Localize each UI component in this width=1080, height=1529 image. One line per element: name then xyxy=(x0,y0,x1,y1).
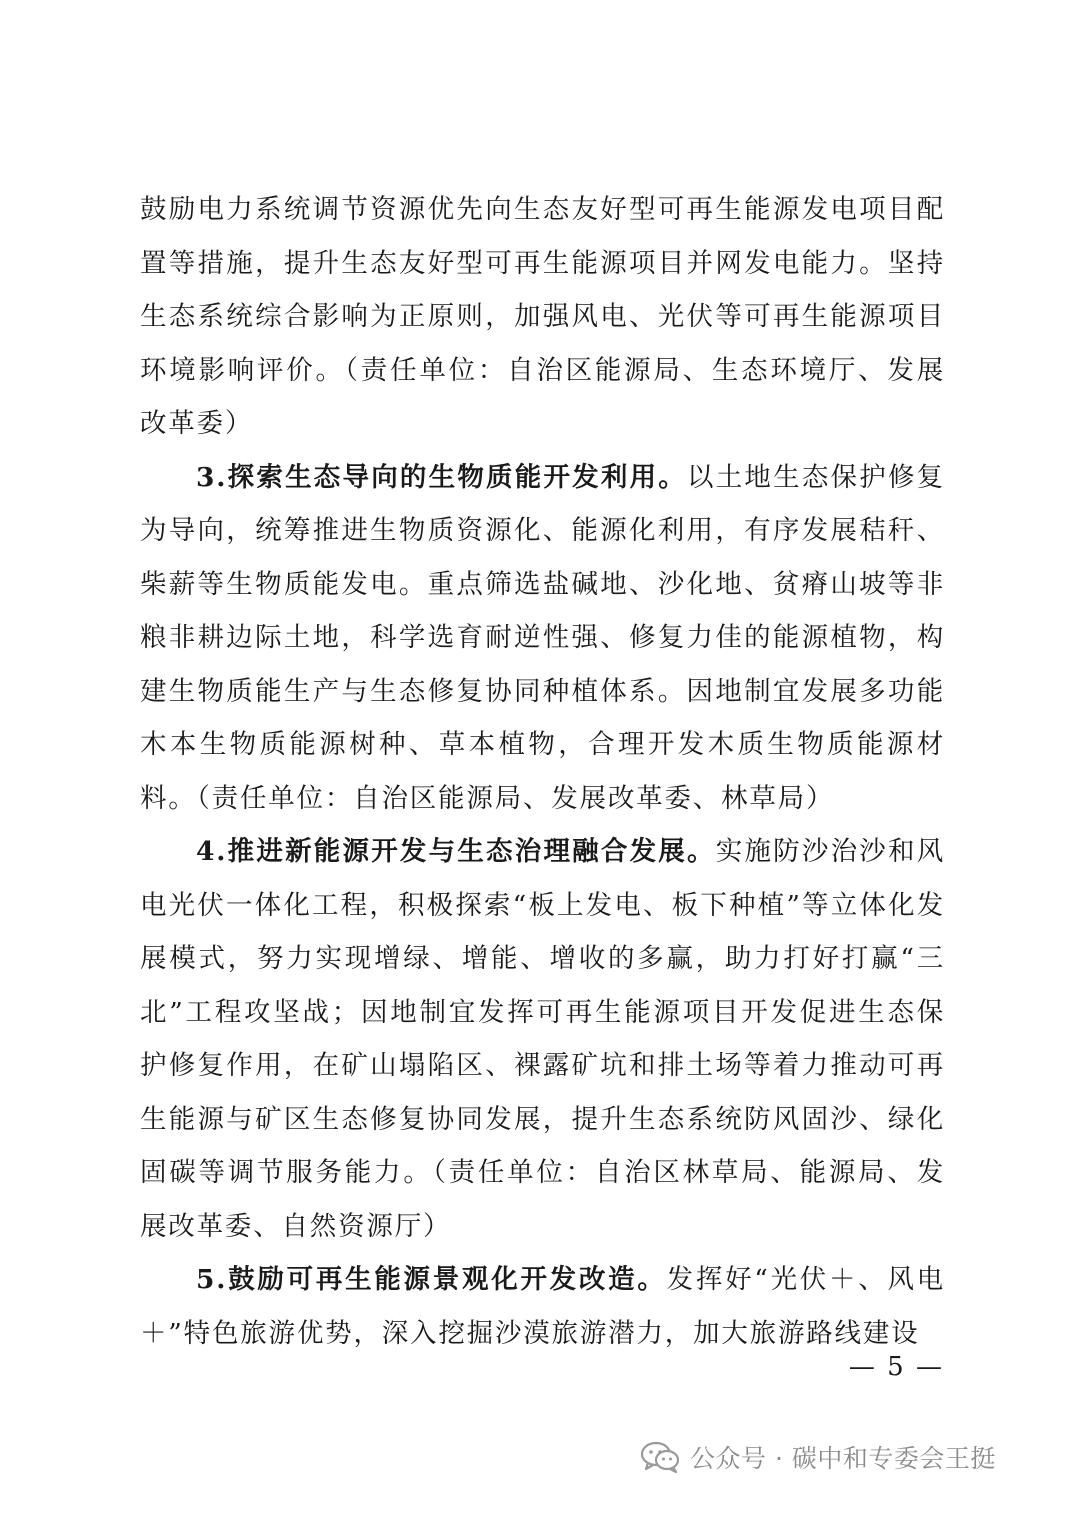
paragraph-item-3 xyxy=(140,451,945,826)
paragraph-item-5 xyxy=(140,1253,945,1360)
paragraph-heading: 4.推进新能源开发与生态治理融合发展。 xyxy=(196,836,716,867)
paragraph-text: 发挥好“光伏＋、风电＋”特色旅游优势，深入挖掘沙漠旅游潜力，加大旅游路线建设 xyxy=(140,1264,945,1349)
paragraph-heading: 5.鼓励可再生能源景观化开发改造。 xyxy=(196,1264,667,1295)
paragraph-text: 实施防沙治沙和风电光伏一体化工程，积极探索“板上发电、板下种植”等立体化发展模式，努力实现增绿、增能、增收的多赢，助力打好打赢“三北”工程攻坚战；因地制宜发挥可再生能源项目开发促进生态保护修复作用，在矿山塌陷区、裸露矿坑和排土场等着力推动可再生能源与矿区生态修复协同发展，提升生态系统防风固沙、绿化固碳等调节服务能力。（责任单位：自治区林草局、能源局、发展改革委、自然资源厅） xyxy=(140,836,945,1242)
paragraph-item-4 xyxy=(140,825,945,1253)
watermark xyxy=(640,1435,996,1479)
paragraph-continuation xyxy=(140,183,945,451)
watermark-text: 公众号 · 碳中和专委会王挺 xyxy=(690,1444,996,1473)
paragraph-text: 以土地生态保护修复为导向，统筹推进生物质资源化、能源化利用，有序发展秸秆、柴薪等生物质能发电。重点筛选盐碱地、沙化地、贫瘠山坡等非粮非耕边际土地，科学选育耐逆性强、修复力佳的能源植物，构建生物质能生产与生态修复协同种植体系。因地制宜发展多功能木本生物质能源树种、草本植物，合理开发木质生物质能源材料。（责任单位：自治区能源局、发展改革委、林草局） xyxy=(140,461,945,814)
wechat-official-account-icon xyxy=(640,1440,680,1474)
document-body xyxy=(140,183,945,1360)
paragraph-text: 鼓励电力系统调节资源优先向生态友好型可再生能源发电项目配置等措施，提升生态友好型可再生能源项目并网发电能力。坚持生态系统综合影响为正原则，加强风电、光伏等可再生能源项目环境影响评价。（责任单位：自治区能源局、生态环境厅、发展改革委） xyxy=(140,194,945,439)
paragraph-heading: 3.探索生态导向的生物质能开发利用。 xyxy=(196,461,688,493)
page-number: — 5 — xyxy=(848,1352,944,1382)
